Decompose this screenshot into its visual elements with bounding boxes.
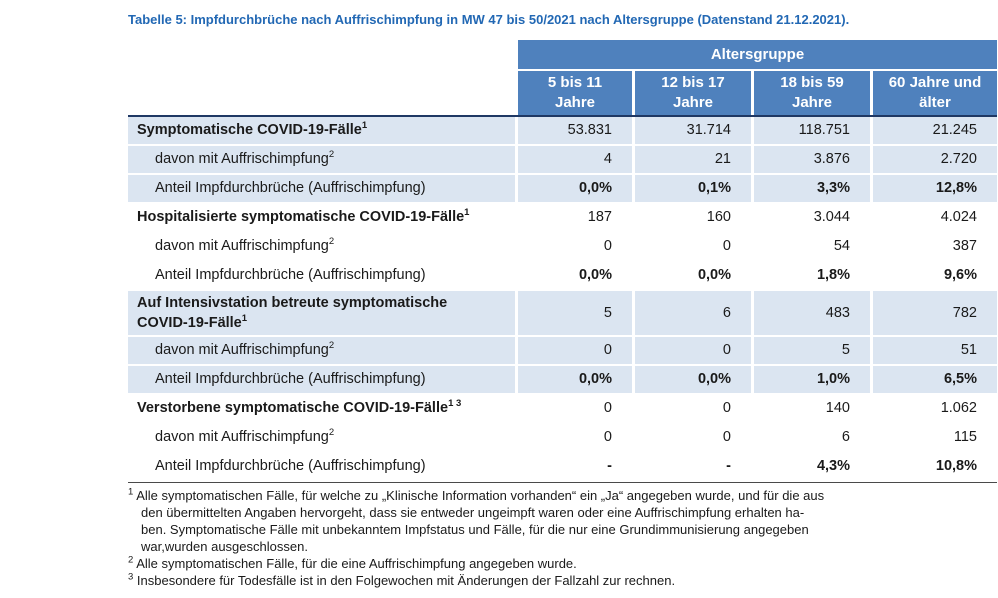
table-row-icu-share [128, 366, 997, 395]
row-label [128, 204, 515, 233]
cell-value: 0 [635, 395, 751, 424]
cell-value: 0,0% [518, 366, 632, 395]
footnote-3 [128, 572, 997, 589]
row-label-text: Anteil Impfdurchbrüche (Auffrischimpfung) [155, 180, 426, 196]
cell-value: 21.245 [873, 117, 997, 146]
row-label [128, 175, 515, 204]
cell-value: 21 [635, 146, 751, 175]
row-label-text: Verstorbene symptomatische COVID-19-Fälle [137, 400, 449, 416]
table-row-icu-boosted [128, 337, 997, 366]
footnote-ref: 2 [328, 427, 335, 439]
table-row-hospitalized-share [128, 262, 997, 291]
cell-value: 160 [635, 204, 751, 233]
row-label-text: davon mit Auffrischimpfung [155, 151, 329, 167]
cell-value: - [635, 453, 751, 482]
cell-value: 115 [873, 424, 997, 453]
cell-value: 0 [518, 337, 632, 366]
column-header-5-11 [518, 71, 632, 115]
cell-value: 0,0% [518, 175, 632, 204]
footnote-ref: 2 [328, 149, 335, 161]
row-label-text: Anteil Impfdurchbrüche (Auffrischimpfung) [155, 458, 426, 474]
row-label [128, 291, 515, 337]
table-row-deceased [128, 395, 997, 424]
cell-value: 0,1% [635, 175, 751, 204]
column-header-line: Jahre [554, 94, 596, 111]
cell-value: 6,5% [873, 366, 997, 395]
table-header-band-row [128, 40, 997, 69]
page-title: Tabelle 5: Impfdurchbrüche nach Auffrischimpfung in MW 47 bis 50/2021 nach Altersgruppe (Datenstand 21.12.2021). [128, 12, 850, 27]
cell-value: 118.751 [754, 117, 870, 146]
header-spacer [128, 71, 515, 115]
footnote-ref: 1 [464, 207, 470, 219]
cell-value: 53.831 [518, 117, 632, 146]
row-label-text: davon mit Auffrischimpfung [155, 238, 329, 254]
footnote-1-cont: den übermittelten Angaben hervorgeht, dass sie entweder ungeimpft waren oder eine Auffrischimpfung erhalten ha- [141, 505, 805, 520]
footnote-ref: 1 [361, 120, 368, 132]
cell-value: 4 [518, 146, 632, 175]
cell-value: 3.044 [754, 204, 870, 233]
breakthrough-table [128, 40, 997, 483]
cell-value: 6 [754, 424, 870, 453]
row-label-text: Auf Intensivstation betreute symptomatische COVID-19-Fälle [137, 295, 448, 331]
cell-value: 1,0% [754, 366, 870, 395]
cell-value: 0 [635, 337, 751, 366]
footnote-marker: 1 [128, 486, 134, 498]
column-header-line: 60 Jahre und [888, 74, 982, 91]
age-group-header: Altersgruppe [518, 40, 997, 69]
column-header-row [128, 71, 997, 115]
table-row-hospitalized-boosted [128, 233, 997, 262]
row-label-text: davon mit Auffrischimpfung [155, 342, 329, 358]
cell-value: 1,8% [754, 262, 870, 291]
row-label-text: Symptomatische COVID-19-Fälle [137, 122, 362, 138]
cell-value: 0 [518, 233, 632, 262]
column-header-line: 12 bis 17 [661, 74, 725, 91]
cell-value: 0 [635, 233, 751, 262]
footnotes [128, 487, 997, 589]
cell-value: 782 [873, 291, 997, 337]
cell-value: 9,6% [873, 262, 997, 291]
column-header-60plus [873, 71, 997, 115]
footnote-1-cont: war,wurden ausgeschlossen. [141, 539, 308, 554]
table-row-hospitalized [128, 204, 997, 233]
cell-value: 0 [518, 424, 632, 453]
column-header-line: Jahre [672, 94, 714, 111]
footnote-ref: 2 [328, 236, 335, 248]
cell-value: 2.720 [873, 146, 997, 175]
footnote-1-cont: ben. Symptomatische Fälle mit unbekanntem Impfstatus und Fälle, für die nur eine Grundimmunisierung angegeben [141, 522, 809, 537]
row-label [128, 366, 515, 395]
footnote-marker: 3 [128, 571, 134, 583]
cell-value: 187 [518, 204, 632, 233]
row-label [128, 233, 515, 262]
footnote-ref: 1 [241, 313, 248, 325]
footnote-ref: 1 3 [448, 398, 462, 410]
row-label [128, 337, 515, 366]
column-header-12-17 [635, 71, 751, 115]
row-label [128, 146, 515, 175]
cell-value: 4,3% [754, 453, 870, 482]
table-row-icu [128, 291, 997, 337]
cell-value: 0,0% [635, 366, 751, 395]
row-label-text: Anteil Impfdurchbrüche (Auffrischimpfung) [155, 267, 426, 283]
column-header-line: 5 bis 11 [547, 74, 603, 91]
cell-value: - [518, 453, 632, 482]
cell-value: 54 [754, 233, 870, 262]
footnote-ref: 2 [328, 340, 335, 352]
cell-value: 483 [754, 291, 870, 337]
column-header-line: älter [919, 94, 951, 111]
row-label [128, 117, 515, 146]
cell-value: 3,3% [754, 175, 870, 204]
cell-value: 0,0% [635, 262, 751, 291]
cell-value: 1.062 [873, 395, 997, 424]
cell-value: 0,0% [518, 262, 632, 291]
table-row-deceased-share [128, 453, 997, 482]
column-header-18-59 [754, 71, 870, 115]
footnote-text: Alle symptomatischen Fälle, für die eine Auffrischimpfung angegeben wurde. [136, 556, 577, 571]
row-label-text: davon mit Auffrischimpfung [155, 429, 329, 445]
footnote-2 [128, 555, 997, 572]
table-row-deceased-boosted [128, 424, 997, 453]
column-header-line: Jahre [791, 94, 833, 111]
cell-value: 51 [873, 337, 997, 366]
footnote-text: Insbesondere für Todesfälle ist in den Folgewochen mit Änderungen der Fallzahl zur rechnen. [136, 573, 676, 588]
cell-value: 6 [635, 291, 751, 337]
cell-value: 4.024 [873, 204, 997, 233]
cell-value: 0 [635, 424, 751, 453]
table-row-symptomatic-share [128, 175, 997, 204]
row-label [128, 395, 515, 424]
cell-value: 31.714 [635, 117, 751, 146]
cell-value: 5 [754, 337, 870, 366]
table-body [128, 115, 997, 483]
footnote-marker: 2 [128, 554, 134, 566]
cell-value: 3.876 [754, 146, 870, 175]
row-label-text: Anteil Impfdurchbrüche (Auffrischimpfung) [155, 371, 426, 387]
cell-value: 5 [518, 291, 632, 337]
row-label [128, 262, 515, 291]
column-header-line: 18 bis 59 [780, 74, 844, 91]
cell-value: 0 [518, 395, 632, 424]
cell-value: 10,8% [873, 453, 997, 482]
row-label [128, 453, 515, 482]
cell-value: 140 [754, 395, 870, 424]
row-label-text: Hospitalisierte symptomatische COVID-19-Fälle [137, 209, 465, 225]
row-label [128, 424, 515, 453]
footnote-1 [128, 487, 997, 504]
table-row-symptomatic [128, 117, 997, 146]
table-row-symptomatic-boosted [128, 146, 997, 175]
header-spacer [128, 40, 515, 69]
cell-value: 12,8% [873, 175, 997, 204]
cell-value: 387 [873, 233, 997, 262]
footnote-text: Alle symptomatischen Fälle, für welche zu „Klinische Information vorhanden“ ein „Ja“ angegeben wurde, und für die aus [136, 488, 825, 503]
